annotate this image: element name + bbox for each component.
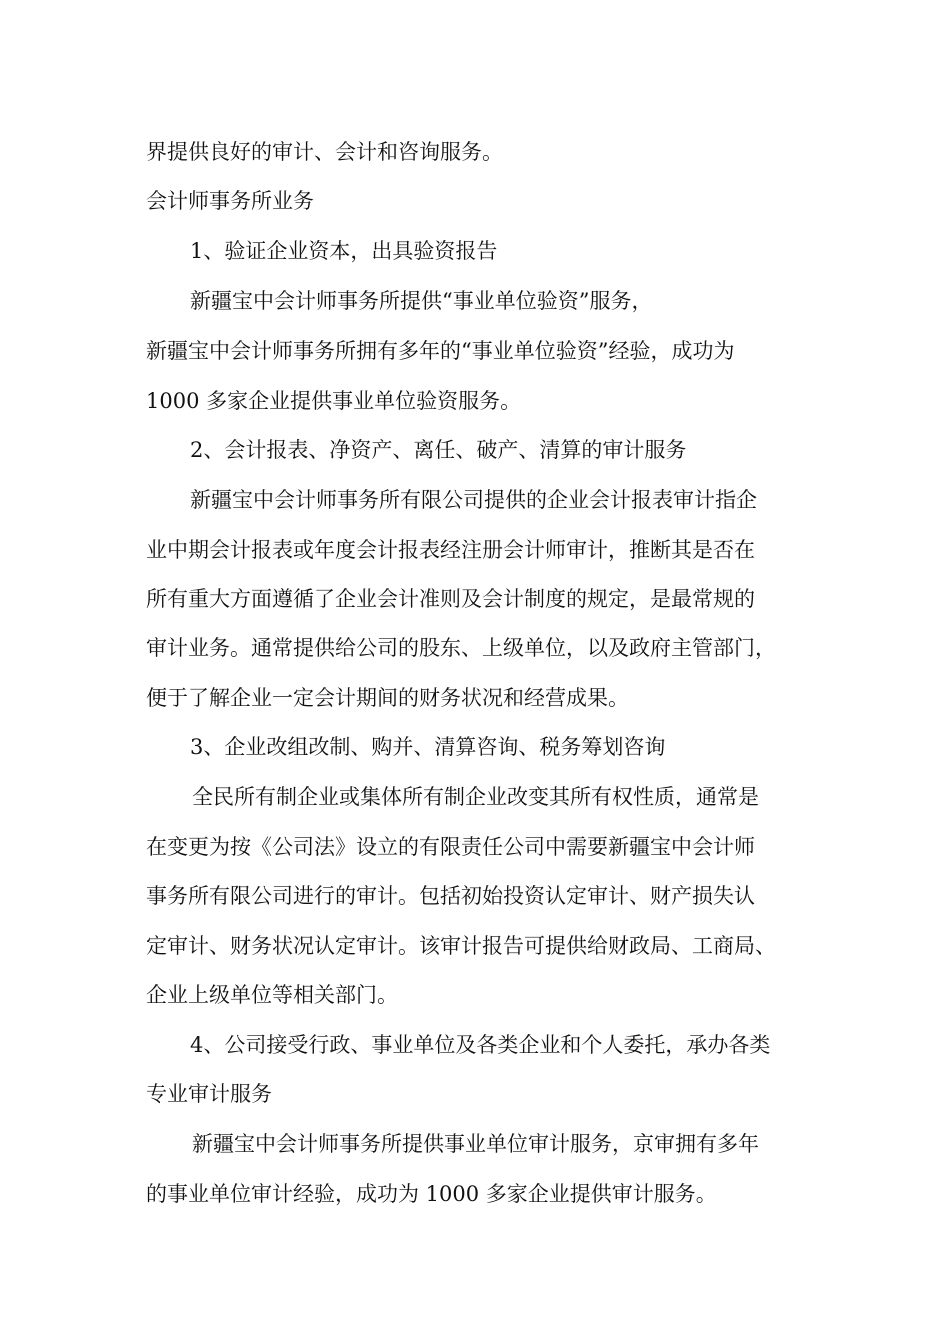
paragraph-line: 的事业单位审计经验，成功为 1000 多家企业提供审计服务。 xyxy=(146,1182,717,1206)
paragraph-line: 专业审计服务 xyxy=(146,1082,272,1106)
paragraph-line: 新疆宝中会计师事务所提供“事业单位验资”服务， xyxy=(190,289,653,313)
paragraph-line: 审计业务。通常提供给公司的股东、上级单位，以及政府主管部门， xyxy=(146,636,776,660)
list-item-heading: 1、验证企业资本，出具验资报告 xyxy=(190,239,498,263)
paragraph-line: 便于了解企业一定会计期间的财务状况和经营成果。 xyxy=(146,686,629,710)
paragraph-line: 定审计、财务状况认定审计。该审计报告可提供给财政局、工商局、 xyxy=(146,934,776,958)
paragraph-line: 企业上级单位等相关部门。 xyxy=(146,983,398,1007)
list-item-heading: 4、公司接受行政、事业单位及各类企业和个人委托，承办各类 xyxy=(190,1033,771,1057)
paragraph-line: 全民所有制企业或集体所有制企业改变其所有权性质，通常是 xyxy=(192,785,759,809)
paragraph-line: 在变更为按《公司法》设立的有限责任公司中需要新疆宝中会计师 xyxy=(146,835,755,859)
section-heading: 会计师事务所业务 xyxy=(146,189,314,213)
paragraph-line: 1000 多家企业提供事业单位验资服务。 xyxy=(146,389,522,413)
list-item-heading: 2、会计报表、净资产、离任、破产、清算的审计服务 xyxy=(190,438,687,462)
paragraph-line: 新疆宝中会计师事务所有限公司提供的企业会计报表审计指企 xyxy=(190,488,757,512)
paragraph-line: 业中期会计报表或年度会计报表经注册会计师审计，推断其是否在 xyxy=(146,538,755,562)
paragraph-line: 新疆宝中会计师事务所提供事业单位审计服务，京审拥有多年 xyxy=(192,1132,759,1156)
list-item-heading: 3、企业改组改制、购并、清算咨询、税务筹划咨询 xyxy=(190,735,666,759)
paragraph-line: 所有重大方面遵循了企业会计准则及会计制度的规定，是最常规的 xyxy=(146,587,755,611)
paragraph-line: 新疆宝中会计师事务所拥有多年的“事业单位验资”经验，成功为 xyxy=(146,339,735,363)
paragraph-line: 事务所有限公司进行的审计。包括初始投资认定审计、财产损失认 xyxy=(146,884,755,908)
paragraph-line: 界提供良好的审计、会计和咨询服务。 xyxy=(146,140,503,164)
